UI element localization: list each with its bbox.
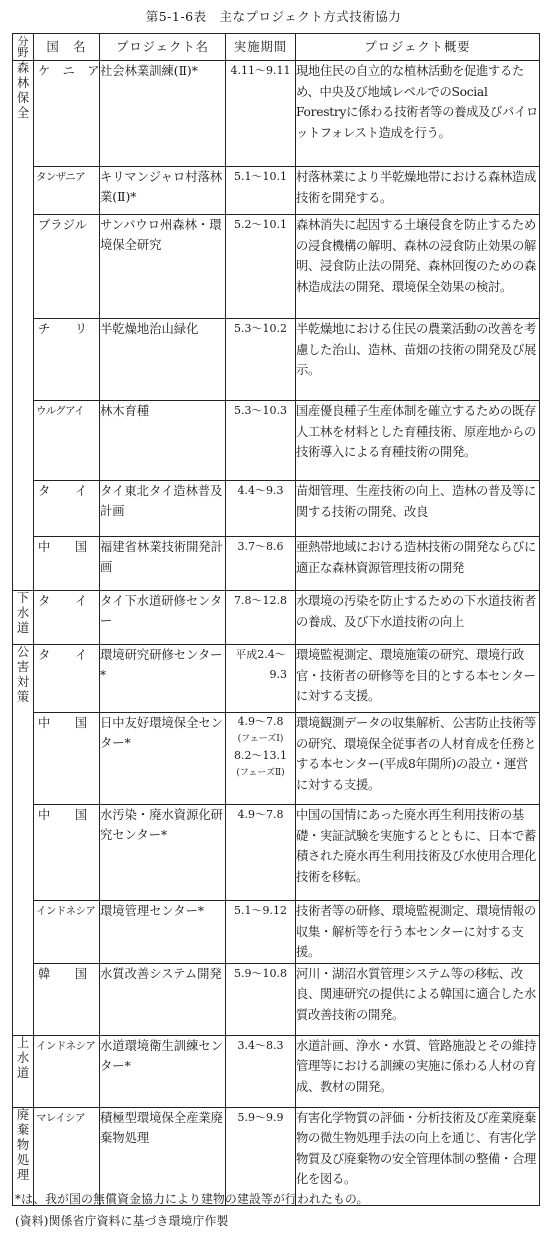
summary-cell: 中国の国情にあった廃水再生利用技術の基礎・実証試験を実施するとともに、日本で蓄積された廃水再生利用技術及び水使用合理化技術を移転。	[296, 805, 540, 901]
project-cell: キリマンジャロ村落林業(Ⅱ)*	[100, 167, 226, 215]
period-end: 9.3	[269, 668, 287, 681]
country-cell	[34, 215, 100, 319]
table-row	[13, 61, 540, 167]
summary-cell: 水環境の汚染を防止するための下水道技術者の養成、及び下水道技術の向上	[296, 591, 540, 645]
summary-cell: 水道計画、浄水・水質、管路施設とその維持管理等における訓練の実施に係わる人材の育成、教材の開発。	[296, 1035, 540, 1107]
period-cell: 7.8～12.8	[226, 591, 296, 645]
summary-cell: 森林消失に起因する土壌侵食を防止するための浸食機構の解明、森林の浸食防止効果の解明、浸食防止法の開発、森林回復のための森林造成法の開発、環境保全効果の検討。	[296, 215, 540, 319]
project-cell: 半乾燥地治山緑化	[100, 319, 226, 401]
period-cell: 5.1～9.12	[226, 901, 296, 964]
project-cell: 環境研究研修センター*	[100, 645, 226, 713]
period-cell: 4.4～9.3	[226, 481, 296, 537]
period-cell: 5.3～10.2	[226, 319, 296, 401]
country-cell	[34, 1035, 100, 1107]
country-name: 中 国	[38, 540, 88, 554]
summary-cell: 環境観測データの収集解析、公害防止技術等の研究、環境保全従事者の人材育成を任務とする本センター(平成8年開所)の設立・運営に対する支援。	[296, 713, 540, 805]
country-name: ウルグアイ	[36, 405, 85, 417]
field-continuation	[13, 805, 34, 1036]
field-label: 森林保全	[16, 61, 30, 120]
header-summary: プロジェクト概要	[296, 34, 540, 61]
country-cell	[34, 591, 100, 645]
summary-cell: 国産優良種子生産体制を確立するための既存人工林を材料とした育種技術、原産地からの技術導入による育種技術の開発。	[296, 401, 540, 481]
country-cell	[34, 319, 100, 401]
footnote-source: (資料)関係省庁資料に基づき環境庁作製	[15, 1214, 229, 1228]
country-cell	[34, 713, 100, 805]
summary-cell: 現地住民の自立的な植林活動を促進するため、中央及び地域レベルでのSocial Forestryに係わる技術者等の養成及びパイロットフォレスト造成を行う。	[296, 61, 540, 167]
project-cell: 福建省林業技術開発計画	[100, 537, 226, 591]
table-title: 第5-1-6表 主なプロジェクト方式技術協力	[145, 9, 402, 24]
period-cell: 5.3～10.3	[226, 401, 296, 481]
header-project: プロジェクト名	[100, 34, 226, 61]
period-cell	[226, 645, 296, 713]
project-cell: 林木育種	[100, 401, 226, 481]
country-name: タンザニア	[36, 171, 86, 183]
country-cell	[34, 645, 100, 713]
period-phase-1: 4.9～7.8	[237, 715, 284, 728]
project-cell: タイ下水道研修センター	[100, 591, 226, 645]
header-field-char-2: 野	[17, 46, 29, 59]
project-table	[12, 33, 540, 1206]
field-label: 上水道	[16, 1035, 30, 1080]
header-period: 実施期間	[226, 34, 296, 61]
header-country: 国 名	[34, 34, 100, 61]
summary-cell: 有害化学物質の評価・分析技術及び産業廃棄物の微生物処理手法の向上を通じ、有害化学物質及び廃棄物の安全管理体制の整備・合理化を図る。	[296, 1107, 540, 1205]
country-name: インドネシア	[36, 905, 96, 917]
field-forest	[13, 61, 34, 591]
field-water	[13, 1035, 34, 1107]
country-name: 韓 国	[38, 966, 88, 981]
country-cell	[34, 901, 100, 964]
table-row	[13, 805, 540, 901]
period-cell: 5.1～10.1	[226, 167, 296, 215]
project-cell: 水質改善システム開発	[100, 963, 226, 1035]
header-field-char-1: 分	[17, 35, 29, 48]
summary-cell: 技術者等の研修、環境監視測定、環境情報の収集・解析等を行う本センターに対する支援。	[296, 901, 540, 964]
summary-cell: 苗畑管理、生産技術の向上、造林の普及等に関する技術の開発、改良	[296, 481, 540, 537]
period-phase-2-note: (フェーズⅡ)	[236, 768, 285, 778]
country-name: タ イ	[38, 484, 88, 498]
period-cell: 5.2～10.1	[226, 215, 296, 319]
summary-cell: 亜熱帯地域における造林技術の開発ならびに適正な森林資源管理技術の開発	[296, 537, 540, 591]
country-name: 中 国	[38, 716, 88, 730]
period-phase-2: 8.2～13.1	[234, 749, 287, 762]
header-field	[13, 34, 34, 61]
header-row	[13, 34, 540, 61]
country-cell	[34, 61, 100, 167]
table-row	[13, 1035, 540, 1107]
period-cell: 5.9～9.9	[226, 1107, 296, 1205]
project-cell: サンパウロ州森林・環境保全研究	[100, 215, 226, 319]
period-cell: 4.11～9.11	[226, 61, 296, 167]
country-name: インドネシア	[36, 1039, 96, 1052]
table-row	[13, 401, 540, 481]
project-cell: 積極型環境保全産業廃棄物処理	[100, 1107, 226, 1205]
table-row	[13, 537, 540, 591]
table-row	[13, 901, 540, 964]
country-name: マレイシア	[36, 1111, 85, 1124]
project-cell: 環境管理センター*	[100, 901, 226, 964]
country-cell	[34, 401, 100, 481]
summary-cell: 河川・湖沼水質管理システム等の移転、改良、関連研究の提供による韓国に適合した水質改善技術の開発。	[296, 963, 540, 1035]
country-name: タ イ	[38, 648, 88, 662]
period-cell: 3.4～8.3	[226, 1035, 296, 1107]
table-row	[13, 481, 540, 537]
summary-cell: 半乾燥地における住民の農業活動の改善を考慮した治山、造林、苗畑の技術の開発及び展示。	[296, 319, 540, 401]
project-cell: 日中友好環境保全センター*	[100, 713, 226, 805]
footnote-asterisk: *は、我が国の無償資金協力により建物の建設等が行われたもの。	[15, 1192, 369, 1206]
period-cell: 5.9～10.8	[226, 963, 296, 1035]
country-cell	[34, 963, 100, 1035]
country-cell	[34, 481, 100, 537]
country-cell	[34, 167, 100, 215]
field-label: 下水道	[16, 591, 30, 635]
period-phase-1-note: (フェーズⅠ)	[237, 734, 284, 744]
country-name: タ イ	[38, 594, 88, 608]
field-sewer	[13, 591, 34, 645]
summary-cell: 村落林業により半乾燥地帯における森林造成技術を開発する。	[296, 167, 540, 215]
country-name: ブラジル	[38, 218, 87, 232]
table-row	[13, 215, 540, 319]
period-cell	[226, 713, 296, 805]
country-cell	[34, 805, 100, 901]
project-cell: 水道環境衛生訓練センター*	[100, 1035, 226, 1107]
table-row	[13, 713, 540, 805]
field-label: 廃棄物処理	[16, 1107, 30, 1182]
table-row	[13, 167, 540, 215]
country-name: ケ ニ ア	[38, 64, 100, 78]
project-cell: 水汚染・廃水資源化研究センター*	[100, 805, 226, 901]
country-name: 中 国	[38, 808, 88, 822]
table-row	[13, 591, 540, 645]
summary-cell: 環境監視測定、環境施策の研究、環境行政官・技術者の研修等を目的とする本センターに対する支援。	[296, 645, 540, 713]
country-name: チ リ	[38, 322, 88, 336]
project-cell: タイ東北タイ造林普及計画	[100, 481, 226, 537]
period-start: 平成2.4～	[235, 648, 286, 661]
field-pollution	[13, 645, 34, 805]
table-row	[13, 963, 540, 1035]
country-cell	[34, 537, 100, 591]
table-row	[13, 645, 540, 713]
table-row	[13, 319, 540, 401]
field-label: 公害対策	[16, 645, 30, 704]
project-cell: 社会林業訓練(Ⅱ)*	[100, 61, 226, 167]
period-cell: 4.9～7.8	[226, 805, 296, 901]
period-cell: 3.7～8.6	[226, 537, 296, 591]
